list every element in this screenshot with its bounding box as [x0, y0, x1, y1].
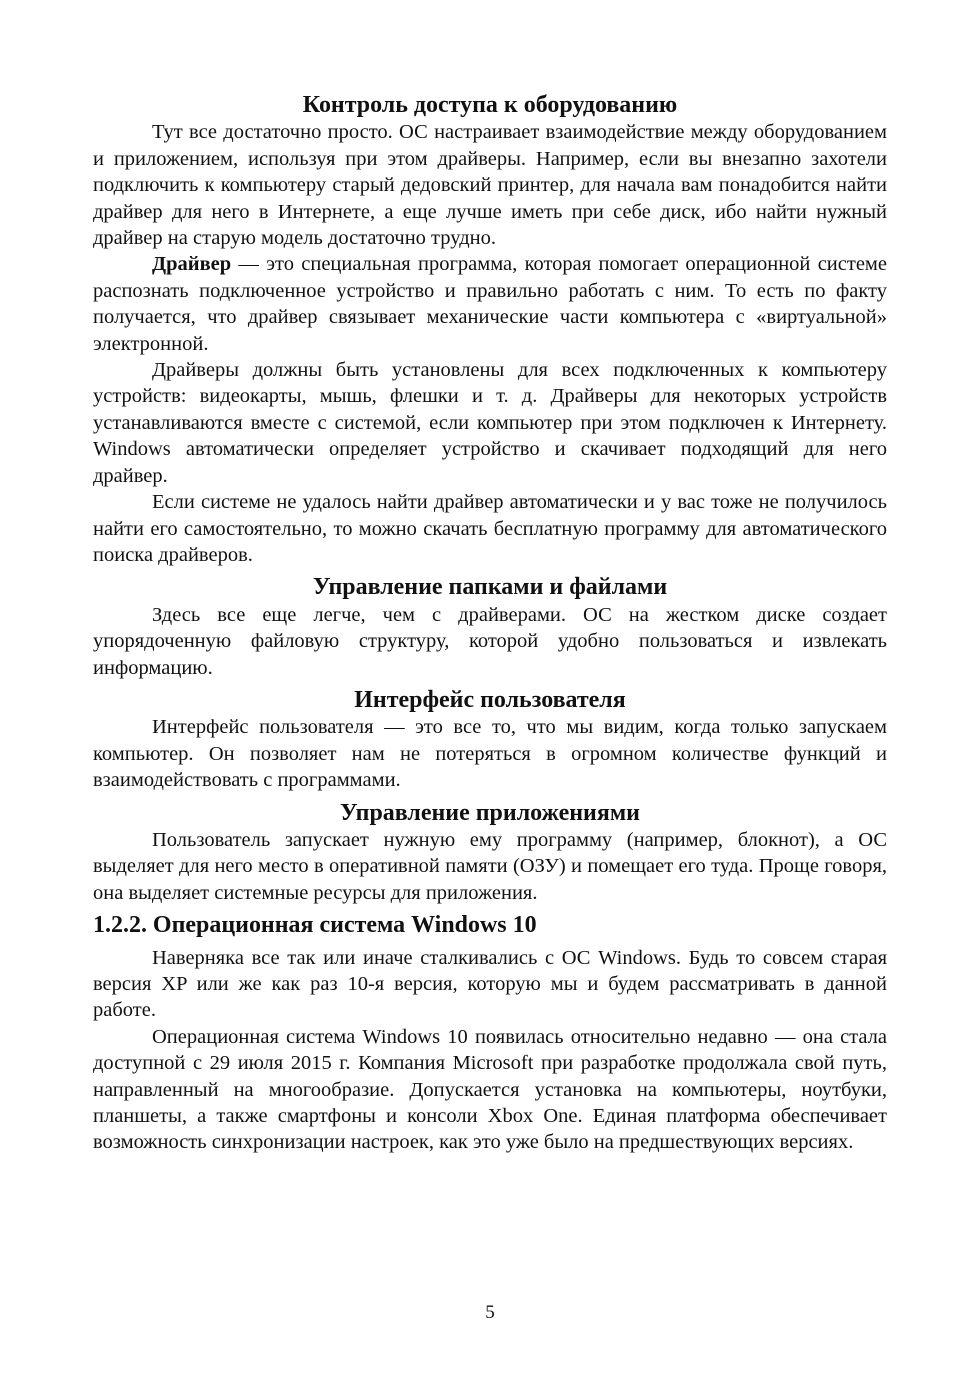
driver-term: Драйвер — [152, 253, 232, 276]
section-title-hardware-access: Контроль доступа к оборудованию — [302, 92, 678, 118]
page-number: 5 — [485, 1302, 495, 1323]
paragraph-windows-intro: Наверняка все так или иначе сталкивались с ОС Windows. Будь то совсем старая версия XP или же как раз 10-я версия, которую мы и будем рассматривать в данной работе. — [93, 946, 887, 1022]
paragraph-windows-release: Операционная система Windows 10 появилась относительно недавно — она стала доступной с 29 июля 2015 г. Компания Microsoft при разработке продолжала свой путь, направленный на многообразие. Допускается установка на компьютеры, ноутбуки, планшеты, а также смартфоны и консоли Xbox One. Единая платформа обеспечивает возможность синхронизации настроек, как это уже было на предшествующих версиях. — [93, 1025, 887, 1154]
paragraph-drivers-search: Если системе не удалось найти драйвер автоматически и у вас тоже не получилось найти его самостоятельно, то можно скачать бесплатную программу для автоматического поиска драйверов. — [93, 491, 887, 566]
paragraph-files: Здесь все еще легче, чем с драйверами. ОС на жестком диске создает упорядоченную файловую структуру, которой удобно пользоваться и извлекать информацию. — [93, 603, 887, 679]
subsection-title-windows10: 1.2.2. Операционная система Windows 10 — [93, 912, 537, 939]
section-title-files: Управление папками и файлами — [312, 574, 668, 601]
driver-definition-text: — это специальная программа, которая помогает операционной системе распознать подключенное устройство и правильно работать с ним. То есть по факту получается, что драйвер связывает механические части компьютера с «виртуальной» электронной. — [93, 253, 887, 355]
paragraph-driver-definition — [93, 251, 887, 357]
paragraph-ui: Интерфейс пользователя — это все то, что мы видим, когда только запускаем компьютер. Он позволяет нам не потеряться в огромном количестве функций и взаимодействовать с программами. — [93, 716, 887, 792]
paragraph-apps: Пользователь запускает нужную ему программу (например, блокнот), а ОС выделяет для него место в оперативной памяти (ОЗУ) и помещает его туда. Проще говоря, она выделяет системные ресурсы для приложения. — [93, 828, 887, 904]
paragraph-hardware-intro: Тут все достаточно просто. ОС настраивает взаимодействие между оборудованием и приложением, используя при этом драйверы. Например, если вы внезапно захотели подключить к компьютеру старый дедовский принтер, для начала вам понадобится найти драйвер для него в Интернете, а еще лучше иметь при себе диск, ибо найти нужный драйвер на старую модель достаточно трудно. — [93, 121, 887, 250]
paragraph-drivers-install: Драйверы должны быть установлены для всех подключенных к компьютеру устройств: видеокарты, мышь, флешки и т. д. Драйверы для некоторых устройств устанавливаются вместе с системой, если компьютер при этом подключен к Интернету. Windows автоматически определяет устройство и скачивает подходящий для него драйвер. — [93, 359, 887, 487]
section-title-apps: Управление приложениями — [340, 799, 640, 826]
section-title-ui: Интерфейс пользователя — [354, 686, 626, 713]
page-content — [93, 88, 887, 1156]
